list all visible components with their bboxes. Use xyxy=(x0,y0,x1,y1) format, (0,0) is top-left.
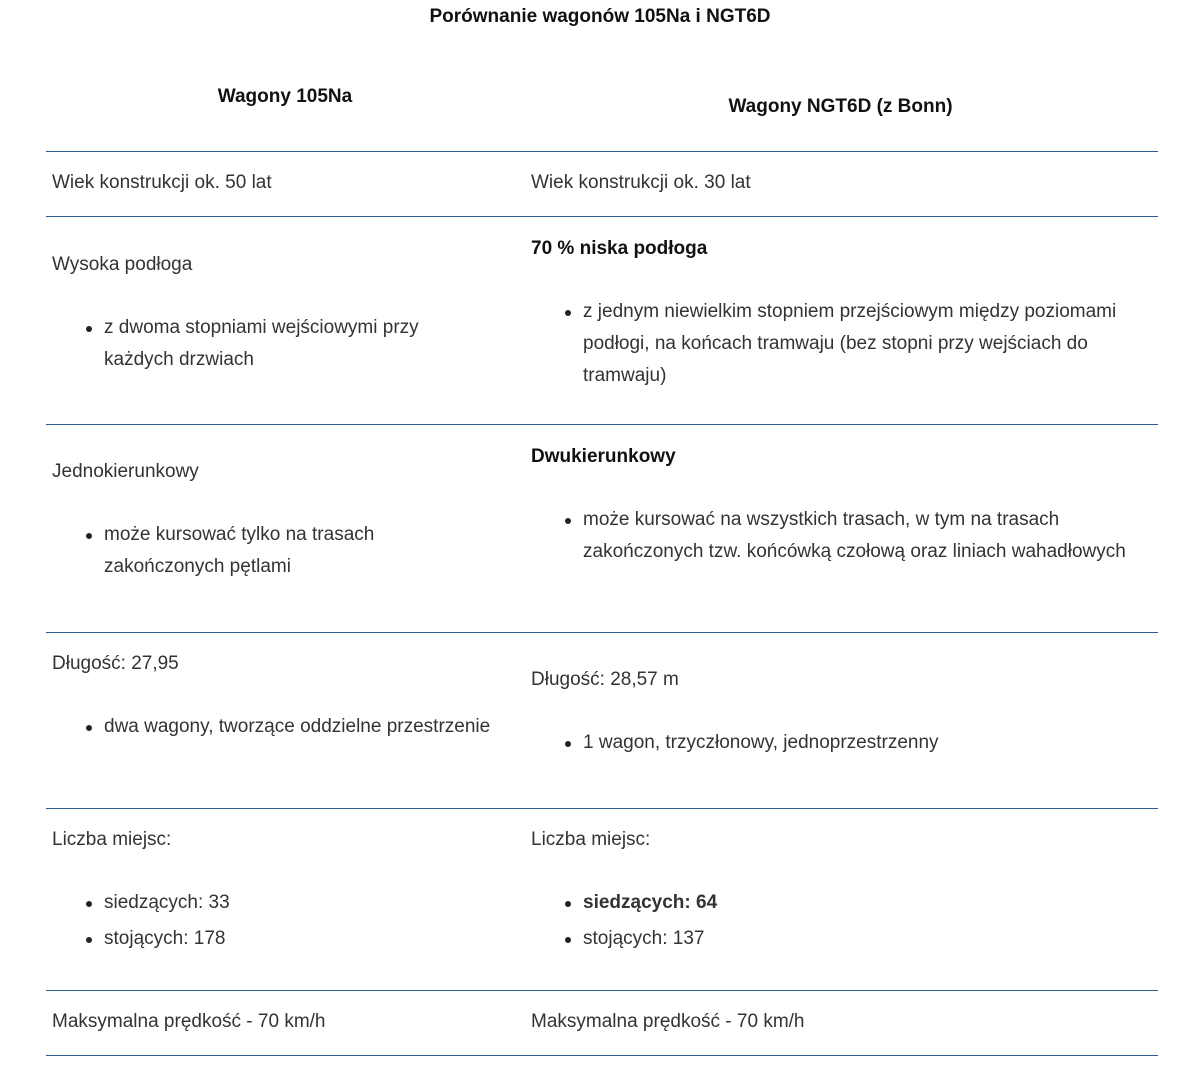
length-105na-list xyxy=(52,711,492,743)
cell-floor-ngt6d: 70 % niska podłoga xyxy=(531,238,708,259)
cell-speed-105na: Maksymalna prędkość - 70 km/h xyxy=(52,1011,326,1032)
list-item: siedzących: 64 xyxy=(531,887,1131,919)
row-divider xyxy=(46,990,1158,991)
seats-ngt6d-list xyxy=(531,887,1131,955)
row-divider xyxy=(46,1055,1158,1056)
cell-length-ngt6d: Długość: 28,57 m xyxy=(531,669,679,690)
cell-seats-ngt6d: Liczba miejsc: xyxy=(531,829,651,850)
row-divider xyxy=(46,151,1158,152)
row-divider xyxy=(46,216,1158,217)
column-header-ngt6d: Wagony NGT6D (z Bonn) xyxy=(728,96,953,117)
floor-105na-list xyxy=(52,312,492,376)
cell-seats-105na: Liczba miejsc: xyxy=(52,829,172,850)
row-divider xyxy=(46,424,1158,425)
row-divider xyxy=(46,808,1158,809)
cell-age-ngt6d: Wiek konstrukcji ok. 30 lat xyxy=(531,172,751,193)
cell-length-105na: Długość: 27,95 xyxy=(52,653,179,674)
list-item: 1 wagon, trzyczłonowy, jednoprzestrzenny xyxy=(531,727,1131,759)
direction-105na-list xyxy=(52,519,492,583)
list-item: stojących: 178 xyxy=(52,923,492,955)
list-item: z dwoma stopniami wejściowymi przy każdych drzwiach xyxy=(52,312,492,376)
cell-direction-105na: Jednokierunkowy xyxy=(52,461,199,482)
cell-direction-ngt6d: Dwukierunkowy xyxy=(531,446,676,467)
list-item: stojących: 137 xyxy=(531,923,1131,955)
list-item: dwa wagony, tworzące oddzielne przestrzenie xyxy=(52,711,492,743)
direction-ngt6d-list xyxy=(531,504,1131,568)
cell-floor-105na: Wysoka podłoga xyxy=(52,254,193,275)
table-caption: Porównanie wagonów 105Na i NGT6D xyxy=(429,6,771,27)
list-item: siedzących: 33 xyxy=(52,887,492,919)
cell-age-105na: Wiek konstrukcji ok. 50 lat xyxy=(52,172,272,193)
list-item: może kursować tylko na trasach zakończonych pętlami xyxy=(52,519,492,583)
list-item: z jednym niewielkim stopniem przejściowym między poziomami podłogi, na końcach tramwaju (bez stopni przy wejściach do tramwaju) xyxy=(531,296,1131,392)
column-header-105na: Wagony 105Na xyxy=(217,86,353,107)
floor-ngt6d-list xyxy=(531,296,1131,392)
cell-speed-ngt6d: Maksymalna prędkość - 70 km/h xyxy=(531,1011,805,1032)
list-item: może kursować na wszystkich trasach, w tym na trasach zakończonych tzw. końcówką czołową oraz liniach wahadłowych xyxy=(531,504,1131,568)
row-divider xyxy=(46,632,1158,633)
length-ngt6d-list xyxy=(531,727,1131,759)
seats-105na-list xyxy=(52,887,492,955)
